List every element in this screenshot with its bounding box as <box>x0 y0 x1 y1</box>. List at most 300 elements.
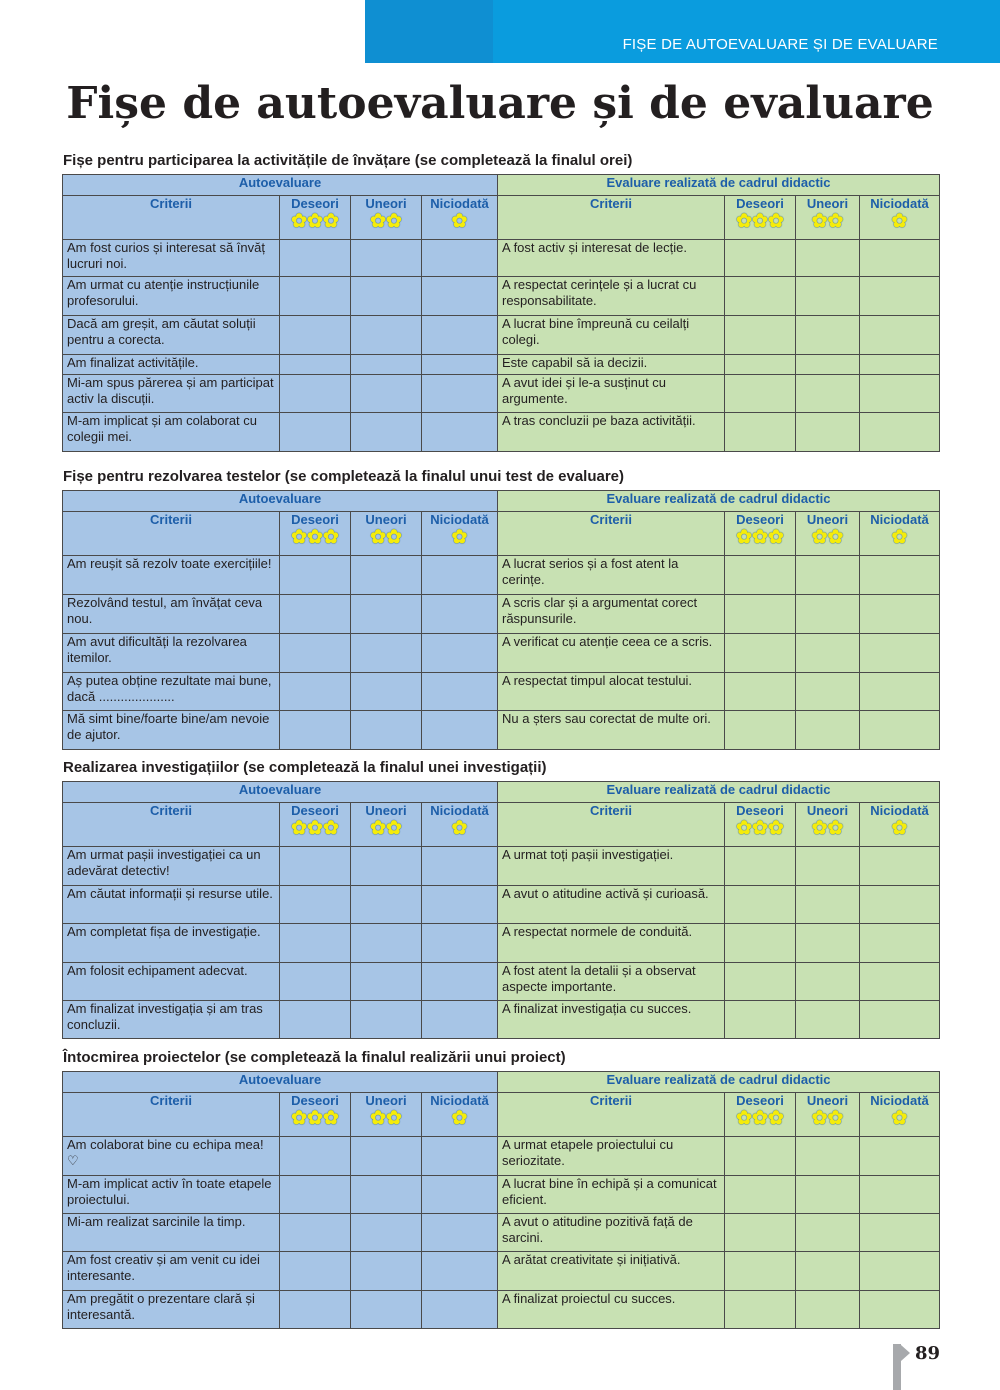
teacher-rating-cell[interactable] <box>860 711 940 750</box>
self-rating-cell[interactable] <box>280 634 351 673</box>
self-rating-cell[interactable] <box>280 375 351 413</box>
self-rating-cell[interactable] <box>422 924 498 963</box>
teacher-rating-cell[interactable] <box>796 1137 860 1176</box>
frequency-often-header <box>280 1093 351 1137</box>
table-row <box>63 1252 940 1291</box>
self-rating-cell[interactable] <box>280 413 351 452</box>
frequency-never-label: Niciodată <box>870 512 929 527</box>
teacher-rating-cell[interactable] <box>796 924 860 963</box>
teacher-rating-cell[interactable] <box>725 1137 796 1176</box>
stars-group <box>355 213 417 231</box>
frequency-sometimes-label: Uneori <box>365 1093 407 1108</box>
teacher-criterion: A verificat cu atenție ceea ce a scris. <box>498 634 725 673</box>
teacher-rating-cell[interactable] <box>860 1252 940 1291</box>
self-rating-cell[interactable] <box>422 711 498 750</box>
frequency-often-header <box>725 512 796 556</box>
star-icon: ✿ <box>811 211 828 232</box>
self-rating-cell[interactable] <box>351 240 422 277</box>
frequency-sometimes-header <box>351 512 422 556</box>
frequency-sometimes-label: Uneori <box>806 196 849 211</box>
self-evaluation-header: Autoevaluare <box>63 782 498 803</box>
table-row <box>63 886 940 924</box>
frequency-sometimes-label: Uneori <box>806 803 849 818</box>
star-icon: ✿ <box>291 211 308 232</box>
self-rating-cell[interactable] <box>280 711 351 750</box>
teacher-rating-cell[interactable] <box>796 316 860 355</box>
stars-group <box>284 529 346 547</box>
self-rating-cell[interactable] <box>422 355 498 375</box>
star-icon: ✿ <box>322 211 339 232</box>
star-icon: ✿ <box>891 1108 908 1129</box>
self-rating-cell[interactable] <box>280 355 351 375</box>
section-title: Realizarea investigațiilor (se completează la finalul unei investigații) <box>63 759 547 776</box>
star-icon: ✿ <box>736 527 753 548</box>
teacher-rating-cell[interactable] <box>860 1214 940 1252</box>
frequency-often-label: Deseori <box>736 803 784 818</box>
self-rating-cell[interactable] <box>422 595 498 634</box>
stars-group <box>426 529 493 547</box>
teacher-rating-cell[interactable] <box>725 886 796 924</box>
teacher-criterion: A avut o atitudine pozitivă față de sarcini. <box>498 1214 725 1252</box>
teacher-rating-cell[interactable] <box>796 355 860 375</box>
self-rating-cell[interactable] <box>422 673 498 711</box>
criteria-header: Criterii <box>63 1093 280 1137</box>
teacher-rating-cell[interactable] <box>725 1214 796 1252</box>
frequency-sometimes-label: Uneori <box>365 512 407 527</box>
self-criterion: Am colaborat bine cu echipa mea! ♡ <box>63 1137 280 1176</box>
star-icon: ✿ <box>307 1108 323 1129</box>
teacher-rating-cell[interactable] <box>860 316 940 355</box>
frequency-never-label: Niciodată <box>430 803 489 818</box>
star-icon: ✿ <box>752 527 768 548</box>
self-rating-cell[interactable] <box>351 1252 422 1291</box>
self-rating-cell[interactable] <box>280 1001 351 1039</box>
table-subheader-row <box>63 1093 940 1137</box>
star-icon: ✿ <box>891 527 908 548</box>
frequency-often-header <box>280 512 351 556</box>
stars-group <box>355 529 417 547</box>
teacher-rating-cell[interactable] <box>860 1291 940 1329</box>
teacher-rating-cell[interactable] <box>725 277 796 316</box>
star-icon: ✿ <box>291 527 308 548</box>
teacher-rating-cell[interactable] <box>725 963 796 1001</box>
teacher-rating-cell[interactable] <box>725 556 796 595</box>
star-icon: ✿ <box>811 527 828 548</box>
teacher-rating-cell[interactable] <box>796 277 860 316</box>
star-icon: ✿ <box>767 818 784 839</box>
table-subheader-row <box>63 512 940 556</box>
self-criterion: Rezolvând testul, am învățat ceva nou. <box>63 595 280 634</box>
frequency-never-label: Niciodată <box>870 803 929 818</box>
star-icon: ✿ <box>736 818 753 839</box>
self-criterion: Am avut dificultăți la rezolvarea itemilor. <box>63 634 280 673</box>
criteria-header: Criterii <box>63 803 280 847</box>
star-icon: ✿ <box>451 1108 468 1129</box>
self-rating-cell[interactable] <box>422 413 498 452</box>
teacher-rating-cell[interactable] <box>796 375 860 413</box>
teacher-rating-cell[interactable] <box>725 1176 796 1214</box>
self-rating-cell[interactable] <box>351 963 422 1001</box>
teacher-criterion: A scris clar și a argumentat corect răspunsurile. <box>498 595 725 634</box>
table-row <box>63 1176 940 1214</box>
teacher-rating-cell[interactable] <box>796 240 860 277</box>
star-icon: ✿ <box>736 211 753 232</box>
teacher-rating-cell[interactable] <box>796 673 860 711</box>
star-icon: ✿ <box>736 1108 753 1129</box>
teacher-criterion: A lucrat bine împreună cu ceilalți colegi. <box>498 316 725 355</box>
self-rating-cell[interactable] <box>422 277 498 316</box>
table-row <box>63 240 940 277</box>
teacher-rating-cell[interactable] <box>725 413 796 452</box>
teacher-rating-cell[interactable] <box>725 634 796 673</box>
table-header-row <box>63 175 940 196</box>
self-rating-cell[interactable] <box>280 1291 351 1329</box>
teacher-rating-cell[interactable] <box>796 1214 860 1252</box>
header-band <box>365 0 1000 63</box>
teacher-rating-cell[interactable] <box>725 240 796 277</box>
self-criterion: M-am implicat activ în toate etapele proiectului. <box>63 1176 280 1214</box>
section-title: Fișe pentru rezolvarea testelor (se completează la finalul unui test de evaluare) <box>63 468 625 485</box>
teacher-rating-cell[interactable] <box>725 595 796 634</box>
table-row <box>63 673 940 711</box>
teacher-rating-cell[interactable] <box>860 277 940 316</box>
teacher-rating-cell[interactable] <box>796 1001 860 1039</box>
teacher-rating-cell[interactable] <box>860 355 940 375</box>
star-icon: ✿ <box>307 818 323 839</box>
teacher-criterion: Este capabil să ia decizii. <box>498 355 725 375</box>
frequency-never-header <box>860 803 940 847</box>
teacher-rating-cell[interactable] <box>860 847 940 886</box>
teacher-evaluation-header: Evaluare realizată de cadrul didactic <box>498 175 940 196</box>
self-rating-cell[interactable] <box>280 963 351 1001</box>
stars-group <box>864 529 935 547</box>
teacher-rating-cell[interactable] <box>796 413 860 452</box>
self-rating-cell[interactable] <box>351 355 422 375</box>
teacher-criterion: A fost activ și interesat de lecție. <box>498 240 725 277</box>
teacher-rating-cell[interactable] <box>860 1176 940 1214</box>
frequency-sometimes-header <box>796 196 860 240</box>
self-criterion: Am completat fișa de investigație. <box>63 924 280 963</box>
self-criterion: Am fost curios și interesat să învăț lucruri noi. <box>63 240 280 277</box>
frequency-often-label: Deseori <box>291 512 339 527</box>
self-rating-cell[interactable] <box>351 413 422 452</box>
stars-group <box>864 213 935 231</box>
self-criterion: Am finalizat investigația și am tras concluzii. <box>63 1001 280 1039</box>
section-title: Întocmirea proiectelor (se completează la finalul realizării unui proiect) <box>63 1049 566 1066</box>
stars-group <box>284 213 346 231</box>
teacher-criterion: A fost atent la detalii și a observat aspecte importante. <box>498 963 725 1001</box>
stars-group <box>864 820 935 838</box>
frequency-often-label: Deseori <box>736 1093 784 1108</box>
self-criterion: Am fost creativ și am venit cu idei interesante. <box>63 1252 280 1291</box>
stars-group <box>864 1110 935 1128</box>
table-row <box>63 963 940 1001</box>
teacher-rating-cell[interactable] <box>860 240 940 277</box>
teacher-rating-cell[interactable] <box>796 847 860 886</box>
self-rating-cell[interactable] <box>351 1001 422 1039</box>
teacher-criterion: A finalizat investigația cu succes. <box>498 1001 725 1039</box>
stars-group <box>355 1110 417 1128</box>
self-criterion: Aș putea obține rezultate mai bune, dacă ..................... <box>63 673 280 711</box>
teacher-rating-cell[interactable] <box>796 634 860 673</box>
teacher-criterion: Nu a șters sau corectat de multe ori. <box>498 711 725 750</box>
page-title: Fișe de autoevaluare și de evaluare <box>66 78 934 129</box>
self-rating-cell[interactable] <box>280 886 351 924</box>
self-rating-cell[interactable] <box>351 673 422 711</box>
teacher-rating-cell[interactable] <box>860 1001 940 1039</box>
star-icon: ✿ <box>767 527 784 548</box>
self-evaluation-header: Autoevaluare <box>63 1072 498 1093</box>
self-rating-cell[interactable] <box>351 1214 422 1252</box>
table-header-row <box>63 782 940 803</box>
self-rating-cell[interactable] <box>280 1137 351 1176</box>
table-row <box>63 634 940 673</box>
self-rating-cell[interactable] <box>422 1252 498 1291</box>
self-criterion: Dacă am greșit, am căutat soluții pentru a corecta. <box>63 316 280 355</box>
teacher-evaluation-header: Evaluare realizată de cadrul didactic <box>498 1072 940 1093</box>
teacher-rating-cell[interactable] <box>860 924 940 963</box>
star-icon: ✿ <box>386 527 402 548</box>
table-row <box>63 711 940 750</box>
teacher-rating-cell[interactable] <box>860 1137 940 1176</box>
self-rating-cell[interactable] <box>351 375 422 413</box>
stars-group <box>800 1110 855 1128</box>
self-rating-cell[interactable] <box>351 1291 422 1329</box>
star-icon: ✿ <box>307 527 323 548</box>
self-rating-cell[interactable] <box>422 847 498 886</box>
frequency-never-header <box>422 512 498 556</box>
self-rating-cell[interactable] <box>422 240 498 277</box>
teacher-rating-cell[interactable] <box>725 924 796 963</box>
criteria-header: Criterii <box>498 196 725 240</box>
self-rating-cell[interactable] <box>280 316 351 355</box>
self-rating-cell[interactable] <box>351 634 422 673</box>
evaluation-table <box>62 1071 940 1329</box>
teacher-criterion: A tras concluzii pe baza activității. <box>498 413 725 452</box>
teacher-rating-cell[interactable] <box>796 886 860 924</box>
star-icon: ✿ <box>386 818 402 839</box>
self-rating-cell[interactable] <box>351 924 422 963</box>
teacher-criterion: A lucrat bine în echipă și a comunicat eficient. <box>498 1176 725 1214</box>
header-text: FIȘE DE AUTOEVALUARE ȘI DE EVALUARE <box>622 36 938 53</box>
stars-group <box>800 820 855 838</box>
teacher-evaluation-header: Evaluare realizată de cadrul didactic <box>498 782 940 803</box>
teacher-rating-cell[interactable] <box>796 595 860 634</box>
star-icon: ✿ <box>767 211 784 232</box>
self-rating-cell[interactable] <box>280 673 351 711</box>
frequency-sometimes-header <box>796 512 860 556</box>
self-rating-cell[interactable] <box>280 847 351 886</box>
teacher-rating-cell[interactable] <box>860 634 940 673</box>
self-rating-cell[interactable] <box>280 924 351 963</box>
frequency-sometimes-label: Uneori <box>806 512 849 527</box>
teacher-rating-cell[interactable] <box>860 556 940 595</box>
self-rating-cell[interactable] <box>422 1176 498 1214</box>
frequency-never-label: Niciodată <box>430 1093 489 1108</box>
star-icon: ✿ <box>752 211 768 232</box>
teacher-criterion: A urmat toți pașii investigației. <box>498 847 725 886</box>
self-rating-cell[interactable] <box>351 886 422 924</box>
self-criterion: M-am implicat și am colaborat cu colegii mei. <box>63 413 280 452</box>
teacher-criterion: A finalizat proiectul cu succes. <box>498 1291 725 1329</box>
frequency-sometimes-label: Uneori <box>806 1093 849 1108</box>
page-number-arrow-icon <box>901 1345 910 1361</box>
star-icon: ✿ <box>322 527 339 548</box>
table-row <box>63 355 940 375</box>
table-row <box>63 413 940 452</box>
frequency-sometimes-header <box>796 1093 860 1137</box>
star-icon: ✿ <box>891 818 908 839</box>
self-rating-cell[interactable] <box>280 556 351 595</box>
self-evaluation-header: Autoevaluare <box>63 175 498 196</box>
self-rating-cell[interactable] <box>351 556 422 595</box>
star-icon: ✿ <box>291 818 308 839</box>
self-rating-cell[interactable] <box>280 1252 351 1291</box>
self-rating-cell[interactable] <box>280 1176 351 1214</box>
stars-group <box>800 213 855 231</box>
teacher-rating-cell[interactable] <box>725 375 796 413</box>
frequency-never-header <box>860 512 940 556</box>
star-icon: ✿ <box>767 1108 784 1129</box>
frequency-never-header <box>860 196 940 240</box>
teacher-rating-cell[interactable] <box>796 1291 860 1329</box>
header-band-accent <box>365 0 493 63</box>
teacher-rating-cell[interactable] <box>860 595 940 634</box>
table-row <box>63 277 940 316</box>
table-subheader-row <box>63 803 940 847</box>
star-icon: ✿ <box>811 1108 828 1129</box>
self-rating-cell[interactable] <box>351 595 422 634</box>
teacher-rating-cell[interactable] <box>725 673 796 711</box>
stars-group <box>284 1110 346 1128</box>
self-criterion: Am pregătit o prezentare clară și interesantă. <box>63 1291 280 1329</box>
star-icon: ✿ <box>891 211 908 232</box>
star-icon: ✿ <box>370 211 386 232</box>
star-icon: ✿ <box>451 818 468 839</box>
teacher-rating-cell[interactable] <box>860 673 940 711</box>
stars-group <box>426 820 493 838</box>
self-rating-cell[interactable] <box>422 556 498 595</box>
self-rating-cell[interactable] <box>422 375 498 413</box>
teacher-criterion: A respectat timpul alocat testului. <box>498 673 725 711</box>
criteria-header: Criterii <box>498 512 725 556</box>
frequency-sometimes-label: Uneori <box>365 196 407 211</box>
star-icon: ✿ <box>386 211 402 232</box>
stars-group <box>729 529 791 547</box>
frequency-often-label: Deseori <box>291 1093 339 1108</box>
self-rating-cell[interactable] <box>280 277 351 316</box>
teacher-criterion: A avut o atitudine activă și curioasă. <box>498 886 725 924</box>
self-rating-cell[interactable] <box>280 1214 351 1252</box>
self-rating-cell[interactable] <box>351 711 422 750</box>
frequency-sometimes-header <box>351 196 422 240</box>
self-rating-cell[interactable] <box>422 963 498 1001</box>
teacher-rating-cell[interactable] <box>725 1252 796 1291</box>
teacher-rating-cell[interactable] <box>796 963 860 1001</box>
self-rating-cell[interactable] <box>422 1001 498 1039</box>
self-rating-cell[interactable] <box>422 634 498 673</box>
star-icon: ✿ <box>451 211 468 232</box>
teacher-rating-cell[interactable] <box>860 375 940 413</box>
teacher-rating-cell[interactable] <box>796 1176 860 1214</box>
teacher-rating-cell[interactable] <box>796 1252 860 1291</box>
frequency-sometimes-header <box>351 803 422 847</box>
star-icon: ✿ <box>291 1108 308 1129</box>
teacher-rating-cell[interactable] <box>725 847 796 886</box>
self-criterion: Am urmat cu atenție instrucțiunile profesorului. <box>63 277 280 316</box>
criteria-header: Criterii <box>498 803 725 847</box>
page-number-bar <box>893 1344 901 1390</box>
evaluation-table <box>62 490 940 750</box>
self-rating-cell[interactable] <box>280 595 351 634</box>
table-header-row <box>63 491 940 512</box>
self-rating-cell[interactable] <box>351 847 422 886</box>
teacher-rating-cell[interactable] <box>860 963 940 1001</box>
teacher-evaluation-header: Evaluare realizată de cadrul didactic <box>498 491 940 512</box>
table-row <box>63 1001 940 1039</box>
stars-group <box>729 213 791 231</box>
frequency-often-header <box>280 196 351 240</box>
self-criterion: Mi-am spus părerea și am participat activ la discuții. <box>63 375 280 413</box>
frequency-never-header <box>422 1093 498 1137</box>
frequency-often-header <box>725 803 796 847</box>
teacher-rating-cell[interactable] <box>725 355 796 375</box>
self-criterion: Am căutat informații și resurse utile. <box>63 886 280 924</box>
table-subheader-row <box>63 196 940 240</box>
teacher-rating-cell[interactable] <box>860 886 940 924</box>
self-rating-cell[interactable] <box>422 1137 498 1176</box>
frequency-often-label: Deseori <box>736 512 784 527</box>
teacher-rating-cell[interactable] <box>725 1291 796 1329</box>
stars-group <box>355 820 417 838</box>
criteria-header: Criterii <box>498 1093 725 1137</box>
teacher-criterion: A avut idei și le-a susținut cu argumente. <box>498 375 725 413</box>
teacher-rating-cell[interactable] <box>725 1001 796 1039</box>
star-icon: ✿ <box>827 211 844 232</box>
self-rating-cell[interactable] <box>280 240 351 277</box>
star-icon: ✿ <box>370 818 386 839</box>
self-rating-cell[interactable] <box>422 1291 498 1329</box>
self-criterion: Am reușit să rezolv toate exercițiile! <box>63 556 280 595</box>
self-criterion: Mă simt bine/foarte bine/am nevoie de ajutor. <box>63 711 280 750</box>
stars-group <box>284 820 346 838</box>
teacher-rating-cell[interactable] <box>860 413 940 452</box>
star-icon: ✿ <box>827 1108 844 1129</box>
teacher-rating-cell[interactable] <box>725 711 796 750</box>
frequency-never-label: Niciodată <box>870 1093 929 1108</box>
teacher-rating-cell[interactable] <box>796 711 860 750</box>
evaluation-table <box>62 781 940 1039</box>
stars-group <box>426 1110 493 1128</box>
star-icon: ✿ <box>752 1108 768 1129</box>
self-rating-cell[interactable] <box>422 316 498 355</box>
frequency-often-label: Deseori <box>291 803 339 818</box>
self-rating-cell[interactable] <box>351 1176 422 1214</box>
self-rating-cell[interactable] <box>351 277 422 316</box>
frequency-never-label: Niciodată <box>870 196 929 211</box>
self-rating-cell[interactable] <box>422 1214 498 1252</box>
teacher-criterion: A respectat normele de conduită. <box>498 924 725 963</box>
star-icon: ✿ <box>370 1108 386 1129</box>
table-row <box>63 595 940 634</box>
criteria-header: Criterii <box>63 512 280 556</box>
self-rating-cell[interactable] <box>351 316 422 355</box>
teacher-rating-cell[interactable] <box>796 556 860 595</box>
teacher-criterion: A respectat cerințele și a lucrat cu responsabilitate. <box>498 277 725 316</box>
teacher-rating-cell[interactable] <box>725 316 796 355</box>
self-rating-cell[interactable] <box>351 1137 422 1176</box>
self-rating-cell[interactable] <box>422 886 498 924</box>
